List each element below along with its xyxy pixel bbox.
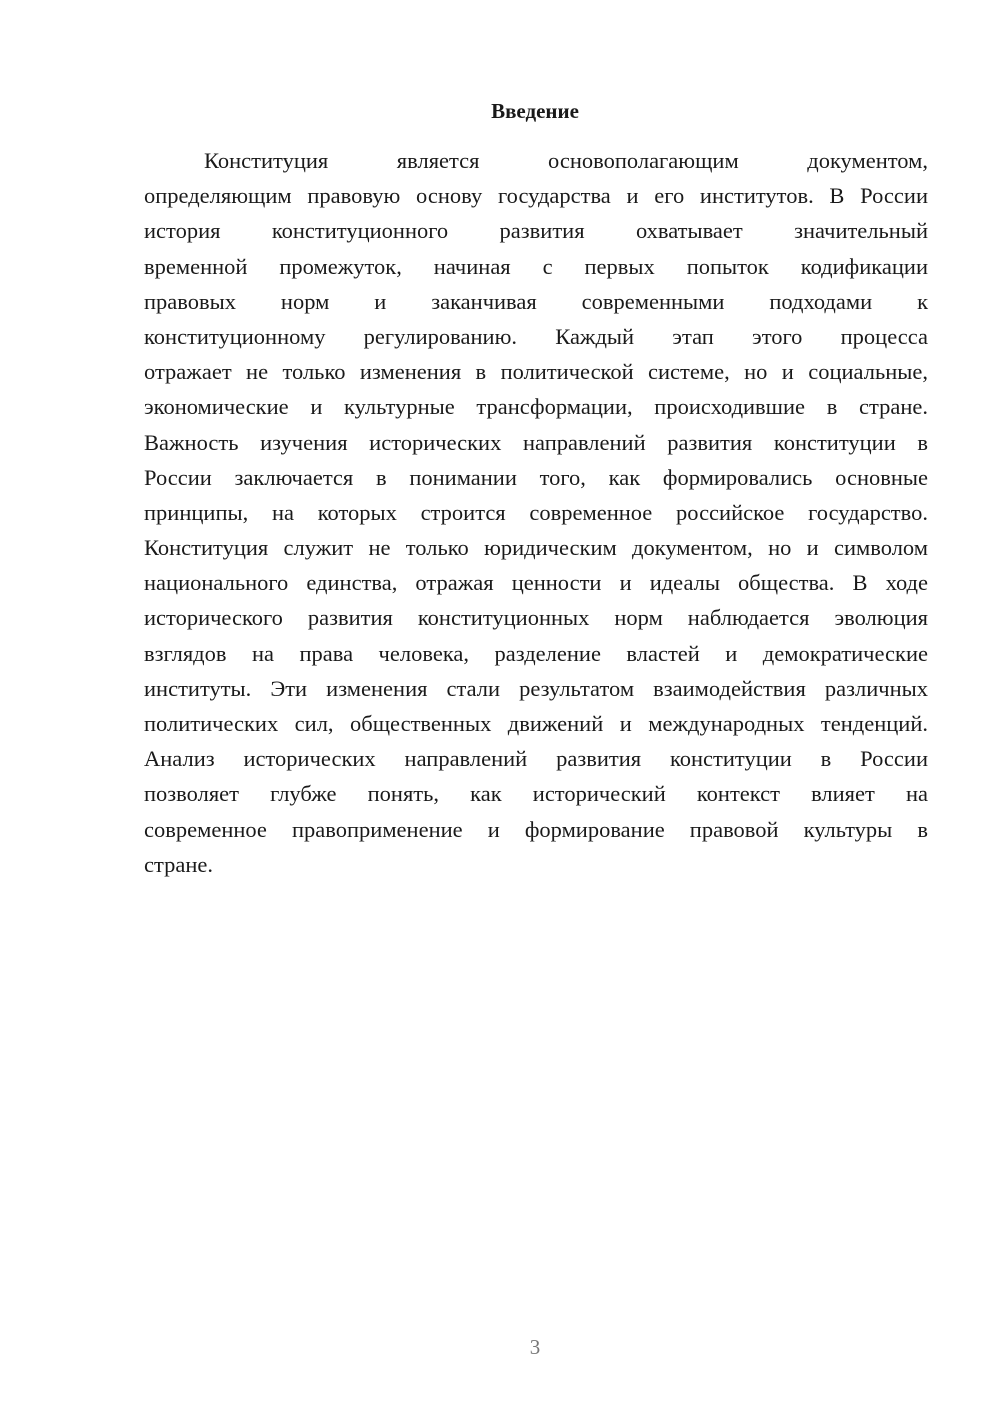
paragraph-line: современное правоприменение и формирование правовой культуры в (144, 816, 928, 842)
paragraph-line: позволяет глубже понять, как исторический контекст влияет на (144, 781, 928, 807)
paragraph-line: национального единства, отражая ценности и идеалы общества. В ходе (144, 570, 928, 596)
paragraph-line: России заключается в понимании того, как формировались основные (144, 464, 928, 490)
paragraph-line: экономические и культурные трансформации, происходившие в стране. (144, 394, 928, 420)
paragraph-line: взглядов на права человека, разделение властей и демократические (144, 640, 928, 666)
paragraph-line: стране. (144, 851, 213, 877)
paragraph-line: Конституция служит не только юридическим документом, но и символом (144, 535, 928, 561)
page-number: 3 (529, 1335, 541, 1359)
paragraph-line: конституционному регулированию. Каждый этап этого процесса (144, 323, 928, 349)
paragraph-line: исторического развития конституционных норм наблюдается эволюция (144, 605, 928, 631)
paragraph-line: политических сил, общественных движений и международных тенденций. (144, 711, 928, 736)
paragraph-line: Анализ исторических направлений развития конституции в России (144, 746, 928, 772)
paragraph-line: Важность изучения исторических направлений развития конституции в (144, 429, 928, 455)
paragraph-line: временной промежуток, начиная с первых попыток кодификации (144, 253, 928, 279)
paragraph-line: Конституция является основополагающим документом, (204, 148, 928, 173)
paragraph-line: история конституционного развития охватывает значительный (144, 218, 928, 244)
section-title: Введение (491, 99, 579, 123)
paragraph-line: институты. Эти изменения стали результатом взаимодействия различных (144, 675, 928, 701)
paragraph-line: принципы, на которых строится современное российское государство. (144, 499, 928, 525)
paragraph-line: правовых норм и заканчивая современными подходами к (144, 288, 928, 314)
introduction-paragraph (144, 143, 928, 882)
paragraph-line: отражает не только изменения в политической системе, но и социальные, (144, 359, 928, 385)
paragraph-line: определяющим правовую основу государства и его институтов. В России (144, 183, 928, 209)
